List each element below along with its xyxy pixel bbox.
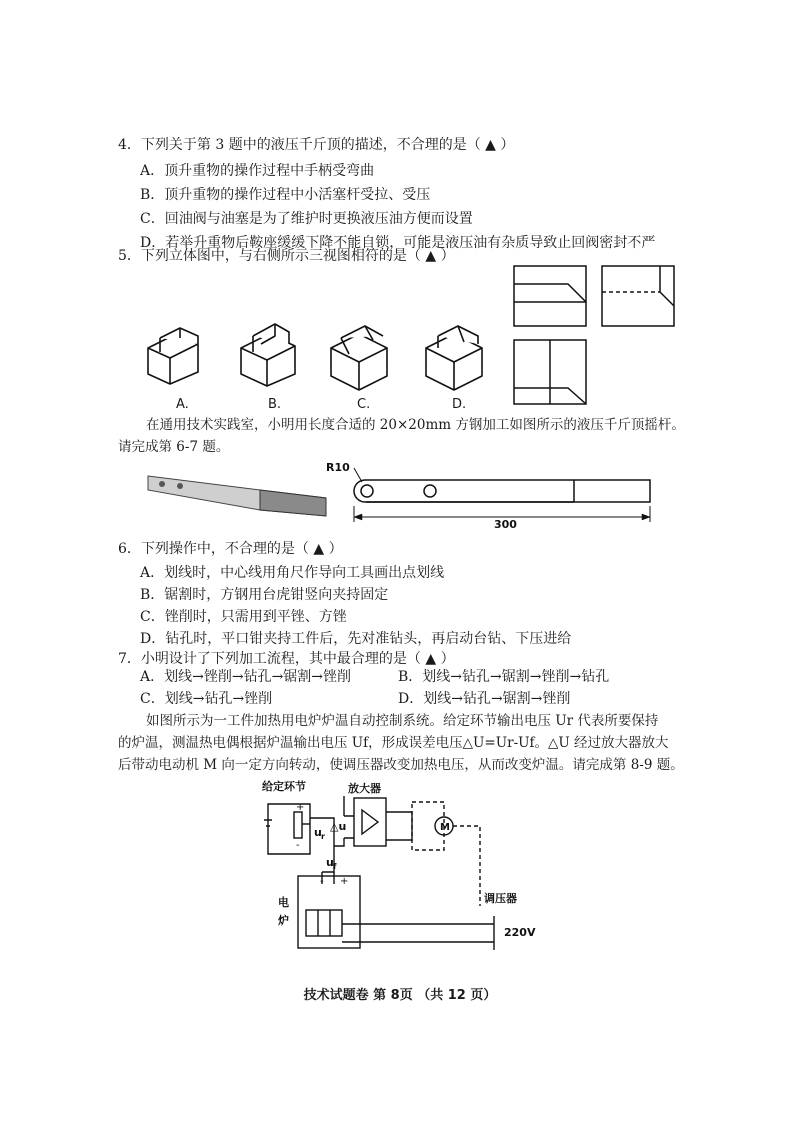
q6-option-d: D．钻孔时，平口钳夹持工件后，先对准钻头，再启动台钻、下压进给 <box>140 631 572 647</box>
q6-option-c: C．锉削时，只需用到平锉、方锉 <box>140 609 347 625</box>
page-footer: 技术试题卷 第 8页 （共 12 页） <box>303 988 497 1003</box>
circuit-motor-label: M <box>440 822 450 833</box>
intro67-line1: 在通用技术实践室，小明用长度合适的 20×20mm 方钢加工如图所示的液压千斤顶摇杆。 <box>146 417 685 433</box>
intro89-line2: 的炉温，测温热电偶根据炉温输出电压 Uf，形成误差电压△U=Ur-Uf。△U 经过放大器放大 <box>118 735 669 751</box>
q7-stem: 7．小明设计了下列加工流程，其中最合理的是（ ▲ ） <box>118 651 455 667</box>
rod-drawing <box>354 468 650 522</box>
circuit-amplifier-label: 放大器 <box>348 782 381 795</box>
q6-option-a: A．划线时，中心线用角尺作导向工具画出点划线 <box>140 565 445 581</box>
intro67-line2: 请完成第 6-7 题。 <box>118 439 230 455</box>
three-view-drawing <box>510 262 690 412</box>
circuit-given-label: 给定环节 <box>262 780 306 793</box>
circuit-ur-label: u <box>314 826 322 839</box>
q7-option-d: D．划线→钻孔→锯割→锉削 <box>398 691 571 707</box>
furnace-control-circuit <box>258 776 548 956</box>
iso-label-d: D. <box>452 397 467 412</box>
iso-option-d <box>426 326 482 390</box>
q7-option-c: C．划线→钻孔→锉削 <box>140 691 273 707</box>
rod-radius-label: R10 <box>326 462 350 474</box>
q4-option-c: C．回油阀与油塞是为了维护时更换液压油方便而设置 <box>140 211 473 227</box>
rod-length-label: 300 <box>494 518 517 531</box>
intro89-line3: 后带动电动机 M 向一定方向转动，使调压器改变加热电压，从而改变炉温。请完成第 8-9 题。 <box>118 757 684 773</box>
circuit-uf-label: u <box>326 856 334 869</box>
q4-option-d: D．若举升重物后鞍座缓缓下降不能自锁，可能是液压油有杂质导致止回阀密封不严 <box>140 235 656 251</box>
circuit-furnace-label-1: 电 <box>278 896 289 909</box>
q4-option-b: B．顶升重物的操作过程中小活塞杆受拉、受压 <box>140 187 431 203</box>
rod-photo <box>148 476 326 516</box>
circuit-minus-1: - <box>296 840 300 851</box>
iso-option-c <box>331 326 387 390</box>
circuit-ur-sub: r <box>321 832 325 841</box>
rod-figure <box>140 462 670 532</box>
q5-stem: 5．下列立体图中，与右侧所示三视图相符的是（ ▲ ） <box>118 248 455 264</box>
q4-option-a: A．顶升重物的操作过程中手柄受弯曲 <box>140 163 375 179</box>
q6-stem: 6．下列操作中，不合理的是（ ▲ ） <box>118 541 343 557</box>
circuit-regulator-label: 调压器 <box>484 892 517 905</box>
circuit-plus-1: + <box>296 802 305 813</box>
iso-label-c: C. <box>357 397 371 412</box>
q6-option-b: B．锯割时，方钢用台虎钳竖向夹持固定 <box>140 587 389 603</box>
q4-stem: 4．下列关于第 3 题中的液压千斤顶的描述，不合理的是（ ▲ ） <box>118 137 515 153</box>
circuit-voltage-label: 220V <box>504 926 536 939</box>
circuit-delta-u-label: △u <box>330 820 347 833</box>
circuit-plus-2: + <box>340 876 349 887</box>
iso-option-a <box>148 328 198 384</box>
q7-option-a: A．划线→锉削→钻孔→锯割→锉削 <box>140 669 352 685</box>
circuit-furnace-label-2: 炉 <box>278 914 289 927</box>
q7-option-b: B．划线→钻孔→锯割→锉削→钻孔 <box>398 669 610 685</box>
circuit-minus-2: - <box>320 876 324 887</box>
iso-label-b: B. <box>268 397 282 412</box>
intro89-line1: 如图所示为一工件加热用电炉炉温自动控制系统。给定环节输出电压 Ur 代表所要保持 <box>146 713 659 729</box>
iso-option-b <box>241 324 295 386</box>
circuit-uf-sub: f <box>333 862 337 871</box>
iso-label-a: A. <box>176 397 189 412</box>
